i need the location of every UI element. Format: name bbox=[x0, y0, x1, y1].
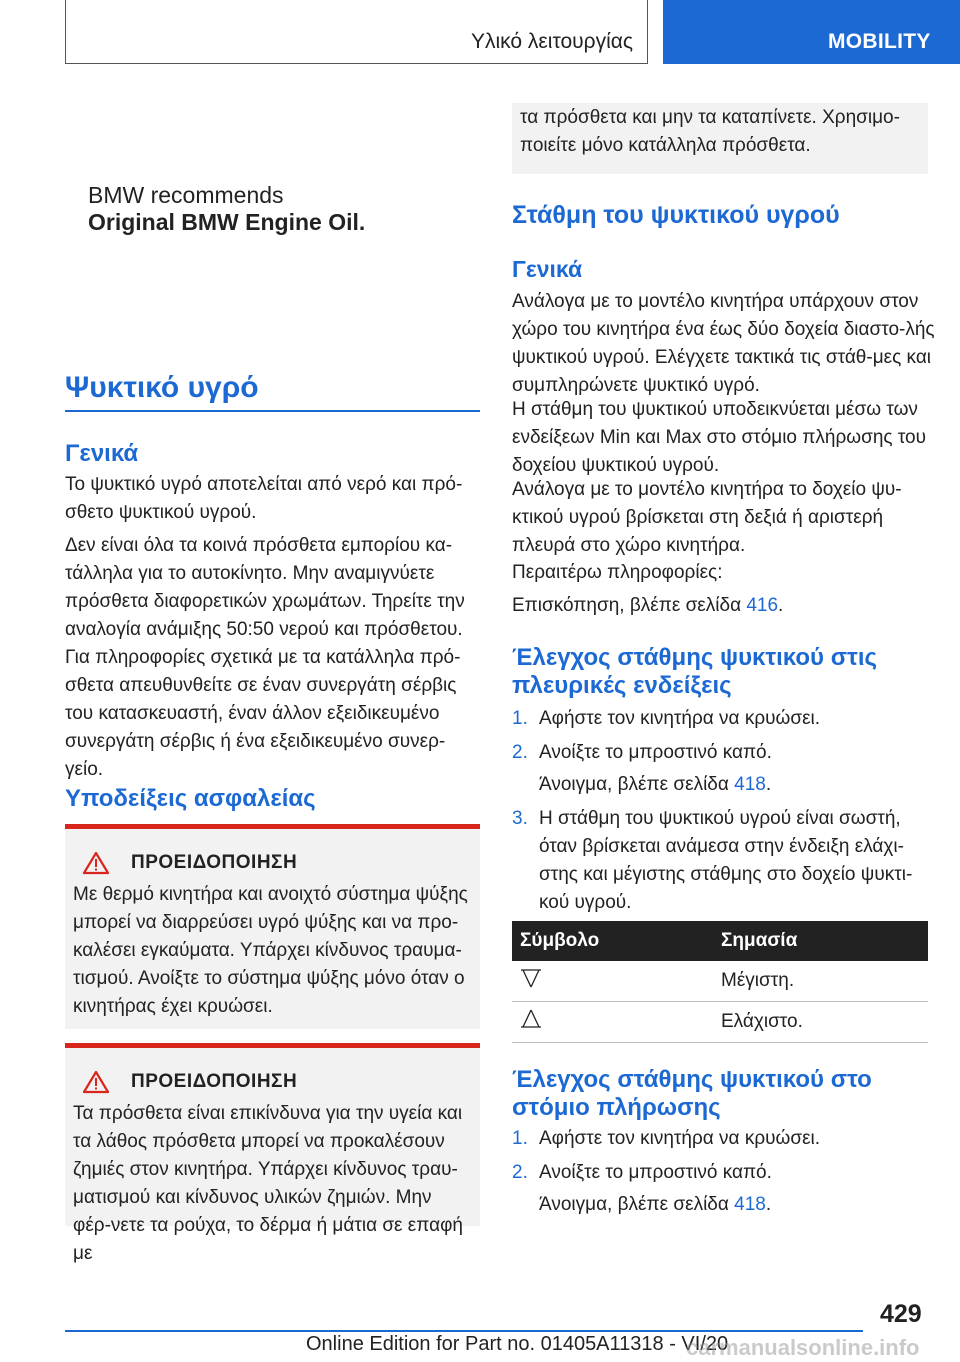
table-header-meaning: Σημασία bbox=[713, 921, 928, 961]
step-text: Αφήστε τον κινητήρα να κρυώσει. bbox=[539, 708, 821, 729]
overview-reference-text: Επισκόπηση, βλέπε σελίδα bbox=[512, 595, 747, 616]
side-check-heading: Έλεγχος στάθμης ψυκτικού στις πλευρικές ενδείξεις bbox=[512, 644, 877, 699]
table-cell-symbol bbox=[512, 961, 713, 1002]
warning-2-continued-text: τα πρόσθετα και μην τα καταπίνετε. Χρησιμο-ποιείτε μόνο κατάλληλα πρόσθετα. bbox=[520, 107, 900, 156]
step-number: 1. bbox=[512, 708, 528, 729]
min-level-icon bbox=[520, 1008, 542, 1030]
step-number: 3. bbox=[512, 808, 528, 829]
overview-reference-end: . bbox=[778, 595, 784, 616]
warning-2-title: ΠΡΟΕΙΔΟΠΟΙΗΣΗ bbox=[131, 1071, 298, 1092]
coolant-level-heading: Στάθμη του ψυκτικού υγρού bbox=[512, 201, 840, 229]
page-link-416[interactable]: 416 bbox=[746, 595, 779, 616]
watermark: carmanualsonline.info bbox=[686, 1335, 920, 1360]
header-section-label: Υλικό λειτουργίας bbox=[471, 30, 633, 53]
page-number: 429 bbox=[880, 1300, 922, 1328]
list-item bbox=[512, 705, 932, 733]
title-divider bbox=[65, 410, 480, 412]
symbol-table bbox=[512, 921, 928, 1043]
warning-box-2-continued bbox=[512, 103, 928, 174]
coolant-paragraph-3: Ανάλογα με το μοντέλο κινητήρα το δοχείο ψυ-κτικού υγρού βρίσκεται στη δεξιά ή αριστερή πλευρά στο χώρο κινητήρα. bbox=[512, 479, 902, 556]
ad-line-1: BMW recommends bbox=[88, 182, 284, 208]
table-row bbox=[512, 1002, 928, 1043]
filler-check-steps bbox=[512, 1125, 932, 1219]
page-link-418[interactable]: 418 bbox=[734, 1194, 766, 1215]
list-item bbox=[512, 1159, 932, 1219]
filler-check-heading: Έλεγχος στάθμης ψυκτικού στο στόμιο πλήρωσης bbox=[512, 1066, 872, 1121]
table-cell-symbol bbox=[512, 1002, 713, 1043]
table-cell-meaning: Μέγιστη. bbox=[713, 961, 928, 1002]
general-paragraph-2: Δεν είναι όλα τα κοινά πρόσθετα εμπορίου κα-τάλληλα για το αυτοκίνητο. Μην αναμιγνύετε πρόσθετα διαφορετικών χρωμάτων. Τηρείτε την αναλογία ανάμιξης 50:50 νερού και πρόσθετου. Για πληροφορίες σχετικά με τα κατάλληλα πρό-σθετα απευθυνθείτε σε έναν συνεργάτη σέρβις του κατασκευαστή, έναν άλλον εξειδικευμένο συνεργάτη σέρβις ή ένα εξειδικευμένο συνερ-γείο. bbox=[65, 535, 465, 780]
step-number: 2. bbox=[512, 742, 528, 763]
step-reference bbox=[539, 1191, 932, 1219]
general-paragraph-1: Το ψυκτικό υγρό αποτελείται από νερό και πρό-σθετο ψυκτικού υγρού. bbox=[65, 474, 463, 523]
table-row bbox=[512, 961, 928, 1002]
list-item bbox=[512, 739, 932, 799]
safety-heading: Υποδείξεις ασφαλείας bbox=[65, 785, 316, 812]
coolant-general-heading: Γενικά bbox=[512, 256, 583, 282]
general-heading: Γενικά bbox=[65, 440, 139, 467]
warning-1-text: Με θερμό κινητήρα και ανοιχτό σύστημα ψύξης μπορεί να διαρρεύσει υγρό ψύξης και να προ-καλέσει εγκαύματα. Υπάρχει κίνδυνος τραυμα-τισμού. Ανοίξτε το σύστημα ψύξης μόνο όταν ο κινητήρας έχει κρυώσει. bbox=[73, 884, 468, 1017]
step-reference-text: Άνοιγμα, βλέπε σελίδα bbox=[539, 1194, 735, 1215]
step-text: Η στάθμη του ψυκτικού υγρού είναι σωστή, όταν βρίσκεται ανάμεσα στην ένδειξη ελάχι-στης και μέγιστης στάθμης στο δοχείο ψυκτι-κού υγρού. bbox=[539, 808, 913, 913]
step-number: 2. bbox=[512, 1162, 528, 1183]
edition-text: Online Edition for Part no. 01405A11318 - VI/20 bbox=[306, 1333, 729, 1355]
table-header-symbol: Σύμβολο bbox=[512, 921, 713, 961]
coolant-paragraph-1: Ανάλογα με το μοντέλο κινητήρα υπάρχουν στον χώρο του κινητήρα ένα έως δύο δοχεία διαστο-λής ψυκτικού υγρού. Ελέγχετε τακτικά τις στάθ-μες και συμπληρώνετε ψυκτικό υγρό. bbox=[512, 291, 935, 396]
step-text: Ανοίξτε το μπροστινό καπό. bbox=[539, 742, 772, 763]
max-level-icon bbox=[520, 967, 542, 989]
warning-2-text: Τα πρόσθετα είναι επικίνδυνα για την υγεία και τα λάθος πρόσθετα μπορεί να προκαλέσουν ζημιές στον κινητήρα. Υπάρχει κίνδυνος τραυ-ματισμού και κίνδυνος υλικών ζημιών. Μην φέρ-νετε τα ρούχα, το δέρμα ή μάτια σε επαφή με bbox=[73, 1103, 463, 1264]
page-link-418[interactable]: 418 bbox=[734, 774, 766, 795]
step-reference bbox=[539, 771, 932, 799]
header-section-tab bbox=[65, 0, 648, 64]
step-text: Αφήστε τον κινητήρα να κρυώσει. bbox=[539, 1128, 821, 1149]
table-cell-meaning: Ελάχιστο. bbox=[713, 1002, 928, 1043]
list-item bbox=[512, 1125, 932, 1153]
step-reference-end: . bbox=[765, 774, 772, 795]
warning-box-2 bbox=[65, 1043, 480, 1264]
list-item bbox=[512, 805, 932, 917]
warning-triangle-icon bbox=[83, 851, 109, 875]
warning-triangle-icon bbox=[83, 1070, 109, 1094]
coolant-paragraph-2: Η στάθμη του ψυκτικού υποδεικνύεται μέσω των ενδείξεων Min και Max στο στόμιο πλήρωσης του δοχείου ψυκτικού υγρού. bbox=[512, 399, 927, 476]
ad-line-2: Original BMW Engine Oil. bbox=[88, 209, 366, 235]
step-number: 1. bbox=[512, 1128, 528, 1149]
table-header-row bbox=[512, 921, 928, 961]
page-title: Ψυκτικό υγρό bbox=[65, 371, 259, 404]
footer-divider bbox=[65, 1330, 863, 1332]
coolant-paragraph-4: Περαιτέρω πληροφορίες: bbox=[512, 562, 723, 583]
warning-1-title: ΠΡΟΕΙΔΟΠΟΙΗΣΗ bbox=[131, 852, 298, 873]
warning-box-1 bbox=[65, 824, 480, 1029]
oil-advertisement bbox=[88, 182, 365, 236]
step-reference-text: Άνοιγμα, βλέπε σελίδα bbox=[539, 774, 735, 795]
side-check-steps bbox=[512, 705, 932, 917]
header-chapter-label: MOBILITY bbox=[828, 30, 931, 53]
step-reference-end: . bbox=[765, 1194, 772, 1215]
overview-reference bbox=[512, 592, 937, 620]
step-text: Ανοίξτε το μπροστινό καπό. bbox=[539, 1162, 772, 1183]
header-chapter-tab[interactable] bbox=[663, 0, 960, 64]
